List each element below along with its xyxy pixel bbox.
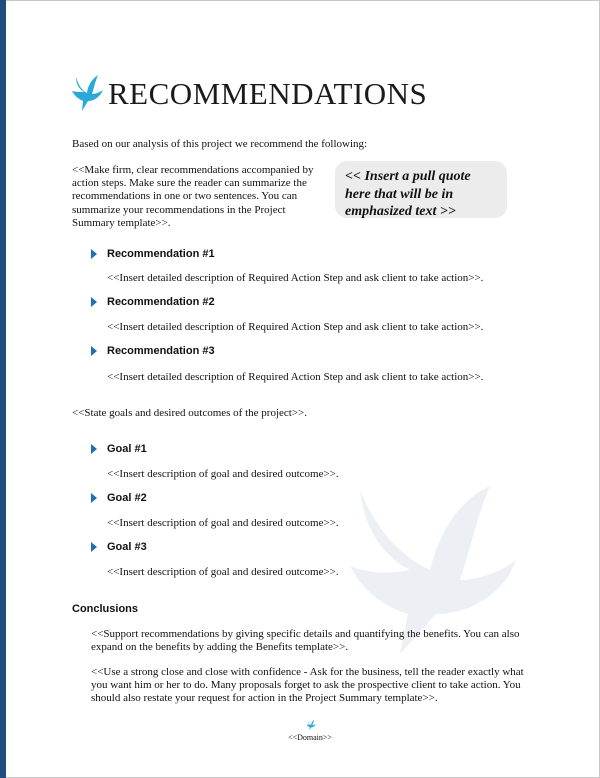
dove-icon <box>70 73 104 113</box>
conclusions-paragraph: <<Use a strong close and close with confidence - Ask for the business, tell the reader exactly what you want him or her to do. Many proposals forget to ask the prospective client to take action. You should also restate your request for action in the Project Summary template>>. <box>91 666 524 705</box>
conclusions-heading: Conclusions <box>72 603 139 615</box>
triangle-bullet-icon <box>91 493 97 503</box>
recommendation-title: Recommendation #2 <box>107 296 215 308</box>
recommendation-title: Recommendation #3 <box>107 345 215 357</box>
goal-heading <box>91 443 147 455</box>
triangle-bullet-icon <box>91 542 97 552</box>
page-header <box>70 68 427 118</box>
goal-heading <box>91 541 147 553</box>
footer-dove-icon <box>306 718 316 732</box>
lead-paragraph: <<Make firm, clear recommendations accompanied by action steps. Make sure the reader can summarize the recommendations in one or two sentences. You can summarize your recommendations in the Project Summary template>>. <box>72 164 314 229</box>
intro-text: Based on our analysis of this project we recommend the following: <box>72 138 368 150</box>
pull-quote: << Insert a pull quote here that will be in emphasized text >> <box>335 161 507 218</box>
goal-title: Goal #2 <box>107 492 147 504</box>
left-accent-bar <box>0 0 6 778</box>
triangle-bullet-icon <box>91 346 97 356</box>
goal-title: Goal #1 <box>107 443 147 455</box>
recommendation-heading <box>91 296 215 308</box>
triangle-bullet-icon <box>91 249 97 259</box>
goal-description: <<Insert description of goal and desired outcome>>. <box>107 517 339 529</box>
recommendation-description: <<Insert detailed description of Required Action Step and ask client to take action>>. <box>107 371 484 383</box>
goals-intro: <<State goals and desired outcomes of the project>>. <box>72 407 307 419</box>
page-title: RECOMMENDATIONS <box>108 75 428 111</box>
recommendation-description: <<Insert detailed description of Required Action Step and ask client to take action>>. <box>107 321 484 333</box>
goal-description: <<Insert description of goal and desired outcome>>. <box>107 566 339 578</box>
recommendation-title: Recommendation #1 <box>107 248 215 260</box>
triangle-bullet-icon <box>91 297 97 307</box>
goal-description: <<Insert description of goal and desired outcome>>. <box>107 468 339 480</box>
recommendation-heading <box>91 345 215 357</box>
goal-title: Goal #3 <box>107 541 147 553</box>
conclusions-paragraph: <<Support recommendations by giving specific details and quantifying the benefits. You can also expand on the benefits by adding the Benefits template>>. <box>91 628 520 654</box>
goal-heading <box>91 492 147 504</box>
triangle-bullet-icon <box>91 444 97 454</box>
recommendation-heading <box>91 248 215 260</box>
recommendation-description: <<Insert detailed description of Required Action Step and ask client to take action>>. <box>107 272 484 284</box>
footer-domain: <<Domain>> <box>288 733 332 742</box>
